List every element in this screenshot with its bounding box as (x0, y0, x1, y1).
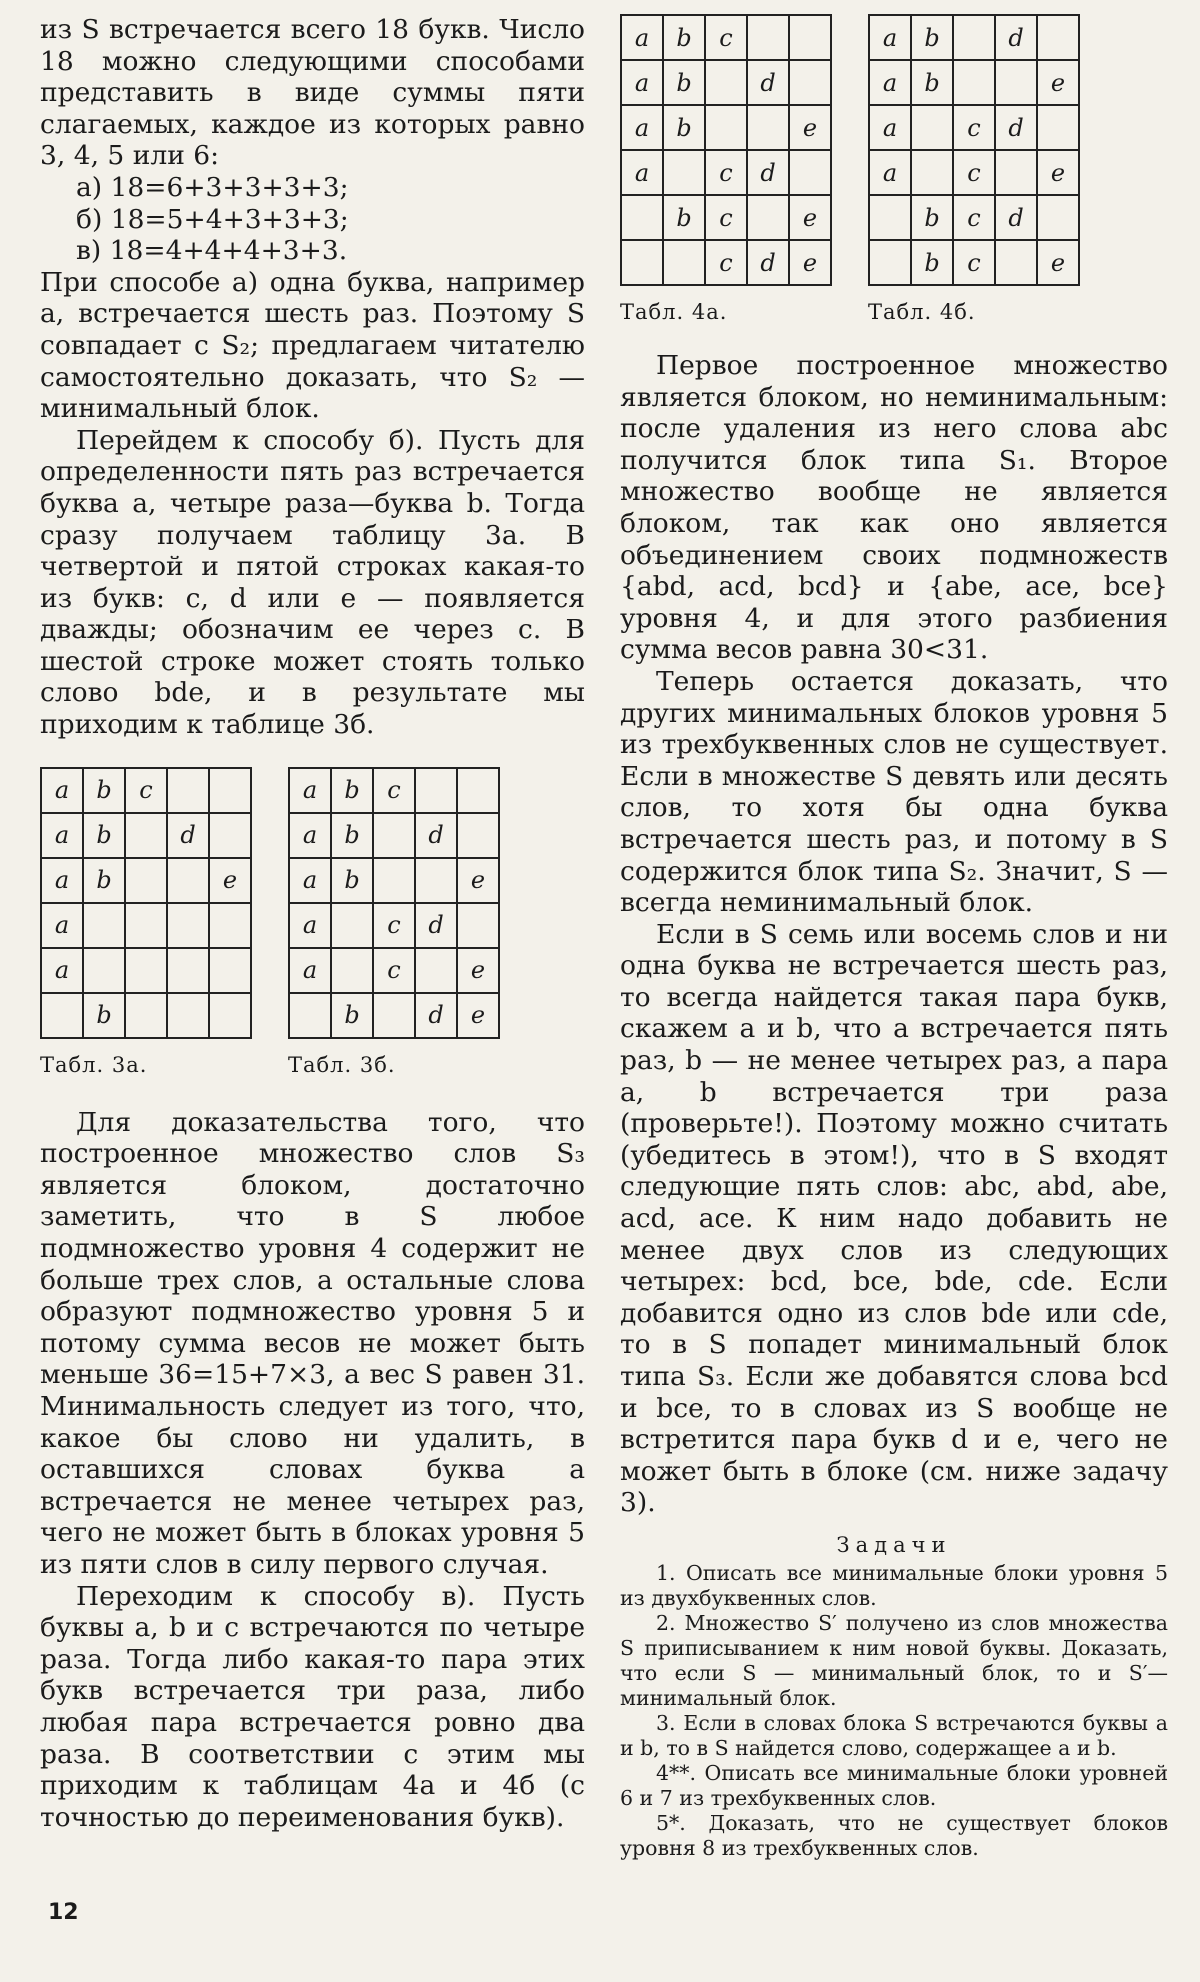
task-3: 3. Если в словах блока S встречаются буквы a и b, то в S найдется слово, содержащее a и b. (620, 1710, 1168, 1760)
table-cell: a (869, 105, 911, 150)
table-cell: b (663, 195, 705, 240)
right-paragraph-3: Если в S семь или восемь слов и ни одна буква не встречается шесть раз, то всегда найдется такая пара букв, скажем a и b, что a встречается пять раз, b — не менее четырех раз, а пара a, b встречается три раза (проверьте!). Поэтому можно считать (убедитесь в этом!), что в S входят следующие пять слов: abc, abd, abe, acd, ace. К ним надо добавить не менее двух слов из следующих четырех: bcd, bce, bde, cde. Если добавится одно из слов bde или cde, то в S попадет минимальный блок типа S₃. Если же добавятся слова bcd и bce, то в словах из S вообще не встретится пара букв d и e, чего не может быть в блоке (см. ниже задачу 3). (620, 918, 1168, 1519)
table-cell: e (1037, 150, 1079, 195)
table-cell: c (373, 948, 415, 993)
table-cell (331, 903, 373, 948)
task-1: 1. Описать все минимальные блоки уровня 5 из двухбуквенных слов. (620, 1560, 1168, 1610)
table-cell: e (789, 195, 831, 240)
table-4a-caption: Табл. 4а. (620, 300, 728, 324)
table-cell (911, 150, 953, 195)
table-cell: b (911, 15, 953, 60)
table-cell (789, 15, 831, 60)
table-cell (995, 60, 1037, 105)
table-cell (911, 105, 953, 150)
table-cell (747, 105, 789, 150)
table-row (289, 903, 499, 948)
table-cell: c (953, 150, 995, 195)
equation-a: а) 18=6+3+3+3+3; (76, 171, 349, 203)
left-paragraph-5: Переходим к способу в). Пусть буквы a, b и c встречаются по четыре раза. Тогда либо какая-то пара этих букв встречается три раза, либо любая пара встречается ровно два раза. В соответствии с этим мы приходим к таблицам 4а и 4б (с точностью до переименования букв). (40, 1580, 585, 1833)
table-cell: b (331, 858, 373, 903)
table-cell (457, 768, 499, 813)
table-cell: d (747, 150, 789, 195)
table-cell: e (457, 993, 499, 1038)
table-cell: d (415, 903, 457, 948)
table-cell (125, 993, 167, 1038)
table-cell (167, 948, 209, 993)
table-row (41, 813, 251, 858)
tasks-heading: Задачи (836, 1532, 952, 1557)
table-cell: e (1037, 60, 1079, 105)
right-paragraph-2: Теперь остается доказать, что других минимальных блоков уровня 5 из трехбуквенных слов не существует. Если в множестве S девять или десять слов, то хотя бы одна буква встречается шесть раз, и потому в S содержится блок типа S₂. Значит, S — всегда неминимальный блок. (620, 665, 1168, 919)
table-row (621, 240, 831, 285)
table-row (621, 105, 831, 150)
table-cell (747, 195, 789, 240)
table-cell: c (953, 105, 995, 150)
table-cell (209, 768, 251, 813)
table-cell: c (953, 240, 995, 285)
table-4b-caption: Табл. 4б. (868, 300, 976, 324)
table-cell (457, 903, 499, 948)
table-cell: b (83, 858, 125, 903)
table-cell: d (415, 813, 457, 858)
table-cell (415, 768, 457, 813)
right-paragraph-1: Первое построенное множество является блоком, но неминимальным: после удаления из него слова abc получится блок типа S₁. Второе множество вообще не является блоком, так как оно является объединением своих подмножеств {abd, acd, bcd} и {abe, ace, bce} уровня 4, и для этого разбиения сумма весов равна 30<31. (620, 350, 1168, 666)
table-cell (995, 150, 1037, 195)
left-paragraph-1: из S встречается всего 18 букв. Число 18 можно следующими способами представить в виде суммы пяти слагаемых, каждое из которых равно 3, 4, 5 или 6: (40, 14, 585, 172)
table-cell (125, 858, 167, 903)
left-column (40, 14, 585, 1833)
table-cell (415, 858, 457, 903)
table-row (41, 768, 251, 813)
table-cell (953, 60, 995, 105)
table-row (289, 993, 499, 1038)
table-cell: a (41, 813, 83, 858)
table-cell (621, 195, 663, 240)
table-cell: b (83, 813, 125, 858)
table-3a-caption: Табл. 3а. (40, 1052, 148, 1077)
table-cell: c (705, 15, 747, 60)
task-4: 4**. Описать все минимальные блоки уровней 6 и 7 из трехбуквенных слов. (620, 1760, 1168, 1810)
table-cell (331, 948, 373, 993)
table-cell (209, 993, 251, 1038)
table-row (289, 768, 499, 813)
table-cell (373, 813, 415, 858)
table-cell (167, 768, 209, 813)
table-3b (288, 767, 500, 1039)
equation-c: в) 18=4+4+4+3+3. (76, 235, 348, 267)
table-row (869, 60, 1079, 105)
table-cell: d (747, 240, 789, 285)
table-cell: a (41, 768, 83, 813)
left-paragraph-2: При способе а) одна буква, например a, встречается шесть раз. Поэтому S совпадает с S₂; предлагаем читателю самостоятельно доказать, что S₂ — минимальный блок. (40, 266, 585, 425)
table-cell (41, 993, 83, 1038)
table-cell (209, 903, 251, 948)
table-cell (415, 948, 457, 993)
table-cell (747, 15, 789, 60)
table-cell (125, 813, 167, 858)
table-cell: e (209, 858, 251, 903)
table-cell: d (167, 813, 209, 858)
table-row (621, 60, 831, 105)
table-cell: e (457, 948, 499, 993)
table-3b-caption: Табл. 3б. (288, 1052, 396, 1077)
table-cell (953, 15, 995, 60)
table-cell (289, 993, 331, 1038)
table-row (621, 15, 831, 60)
table-cell: a (289, 858, 331, 903)
table-cell (1037, 15, 1079, 60)
table-cell: c (373, 903, 415, 948)
page-number: 12 (48, 1900, 79, 1925)
table-cell: b (911, 60, 953, 105)
table-cell (167, 903, 209, 948)
table-cell: d (995, 105, 1037, 150)
table-cell (663, 240, 705, 285)
table-cell: a (289, 813, 331, 858)
table-3b-box (288, 767, 500, 1077)
table-cell: c (705, 195, 747, 240)
table-cell: a (289, 903, 331, 948)
table-cell: b (663, 60, 705, 105)
table-cell: a (869, 150, 911, 195)
table-row (869, 105, 1079, 150)
table-cell: b (331, 768, 373, 813)
table-cell (995, 240, 1037, 285)
task-2: 2. Множество S′ получено из слов множества S приписыванием к ним новой буквы. Доказать, что если S — минимальный блок, то и S′— минимальный блок. (620, 1610, 1168, 1710)
table-4a-box (620, 14, 832, 324)
table-cell: d (415, 993, 457, 1038)
table-cell: a (41, 858, 83, 903)
table-row (289, 813, 499, 858)
table-cell: d (747, 60, 789, 105)
table-cell: c (125, 768, 167, 813)
table-row (41, 858, 251, 903)
table-cell (125, 948, 167, 993)
left-paragraph-4: Для доказательства того, что построенное множество слов S₃ является блоком, достаточно заметить, что в S любое подмножество уровня 4 содержит не больше трех слов, а остальные слова образуют подмножество уровня 5 и потому сумма весов не может быть меньше 36=15+7×3, а вес S равен 31. Минимальность следует из того, что, какое бы слово ни удалить, в оставшихся словах буква a встречается не менее четырех раз, чего не может быть в блоках уровня 5 из пяти слов в силу первого случая. (40, 1106, 585, 1580)
table-3a-box (40, 767, 252, 1077)
table-cell: a (621, 60, 663, 105)
table-row (41, 993, 251, 1038)
table-row (869, 15, 1079, 60)
table-cell: b (663, 15, 705, 60)
table-row (869, 150, 1079, 195)
table-cell: b (331, 993, 373, 1038)
table-cell (457, 813, 499, 858)
table-cell: c (705, 240, 747, 285)
table-row (869, 195, 1079, 240)
table-cell: b (911, 195, 953, 240)
table-cell: c (705, 150, 747, 195)
table-cell (705, 105, 747, 150)
table-cell: a (289, 948, 331, 993)
table-cell: a (621, 15, 663, 60)
table-row (289, 858, 499, 903)
table-cell (789, 150, 831, 195)
right-column (620, 14, 1168, 1861)
table-cell (167, 993, 209, 1038)
table-cell: b (83, 993, 125, 1038)
table-cell: c (373, 768, 415, 813)
table-cell (869, 195, 911, 240)
table-3a (40, 767, 252, 1039)
table-cell (1037, 195, 1079, 240)
table-cell: e (789, 105, 831, 150)
table-cell: e (1037, 240, 1079, 285)
table-cell: b (83, 768, 125, 813)
table-cell (621, 240, 663, 285)
table-cell: b (331, 813, 373, 858)
equation-b: б) 18=5+4+3+3+3; (76, 203, 349, 235)
table-row (41, 948, 251, 993)
table-cell: a (289, 768, 331, 813)
table-cell (209, 948, 251, 993)
table-cell (373, 993, 415, 1038)
left-paragraph-3: Перейдем к способу б). Пусть для определенности пять раз встречается буква a, четыре раза—буква b. Тогда сразу получаем таблицу 3а. В четвертой и пятой строках какая-то из букв: c, d или e — появляется дважды; обозначим ее через c. В шестой строке может стоять только слово bde, и в результате мы приходим к таблице 3б. (40, 424, 585, 741)
table-row (41, 903, 251, 948)
table-cell: a (869, 15, 911, 60)
table-row (289, 948, 499, 993)
table-cell (125, 903, 167, 948)
table-cell (869, 240, 911, 285)
table-cell: d (995, 15, 1037, 60)
table-row (621, 150, 831, 195)
table-cell (1037, 105, 1079, 150)
table-row (869, 240, 1079, 285)
table-4a (620, 14, 832, 286)
table-cell: a (621, 150, 663, 195)
table-cell: a (41, 948, 83, 993)
table-cell: d (995, 195, 1037, 240)
table-cell: e (457, 858, 499, 903)
table-cell: c (953, 195, 995, 240)
table-4b-box (868, 14, 1080, 324)
tables-4-row (620, 14, 1168, 324)
task-5: 5*. Доказать, что не существует блоков уровня 8 из трехбуквенных слов. (620, 1810, 1168, 1860)
table-cell (209, 813, 251, 858)
table-cell: a (869, 60, 911, 105)
table-cell: b (663, 105, 705, 150)
tables-3-row (40, 767, 585, 1077)
table-cell (373, 858, 415, 903)
table-cell (663, 150, 705, 195)
table-cell (167, 858, 209, 903)
table-cell: e (789, 240, 831, 285)
table-cell (789, 60, 831, 105)
table-cell (83, 948, 125, 993)
table-cell: b (911, 240, 953, 285)
table-4b (868, 14, 1080, 286)
table-cell (705, 60, 747, 105)
table-cell: a (621, 105, 663, 150)
table-cell: a (41, 903, 83, 948)
table-row (621, 195, 831, 240)
table-cell (83, 903, 125, 948)
